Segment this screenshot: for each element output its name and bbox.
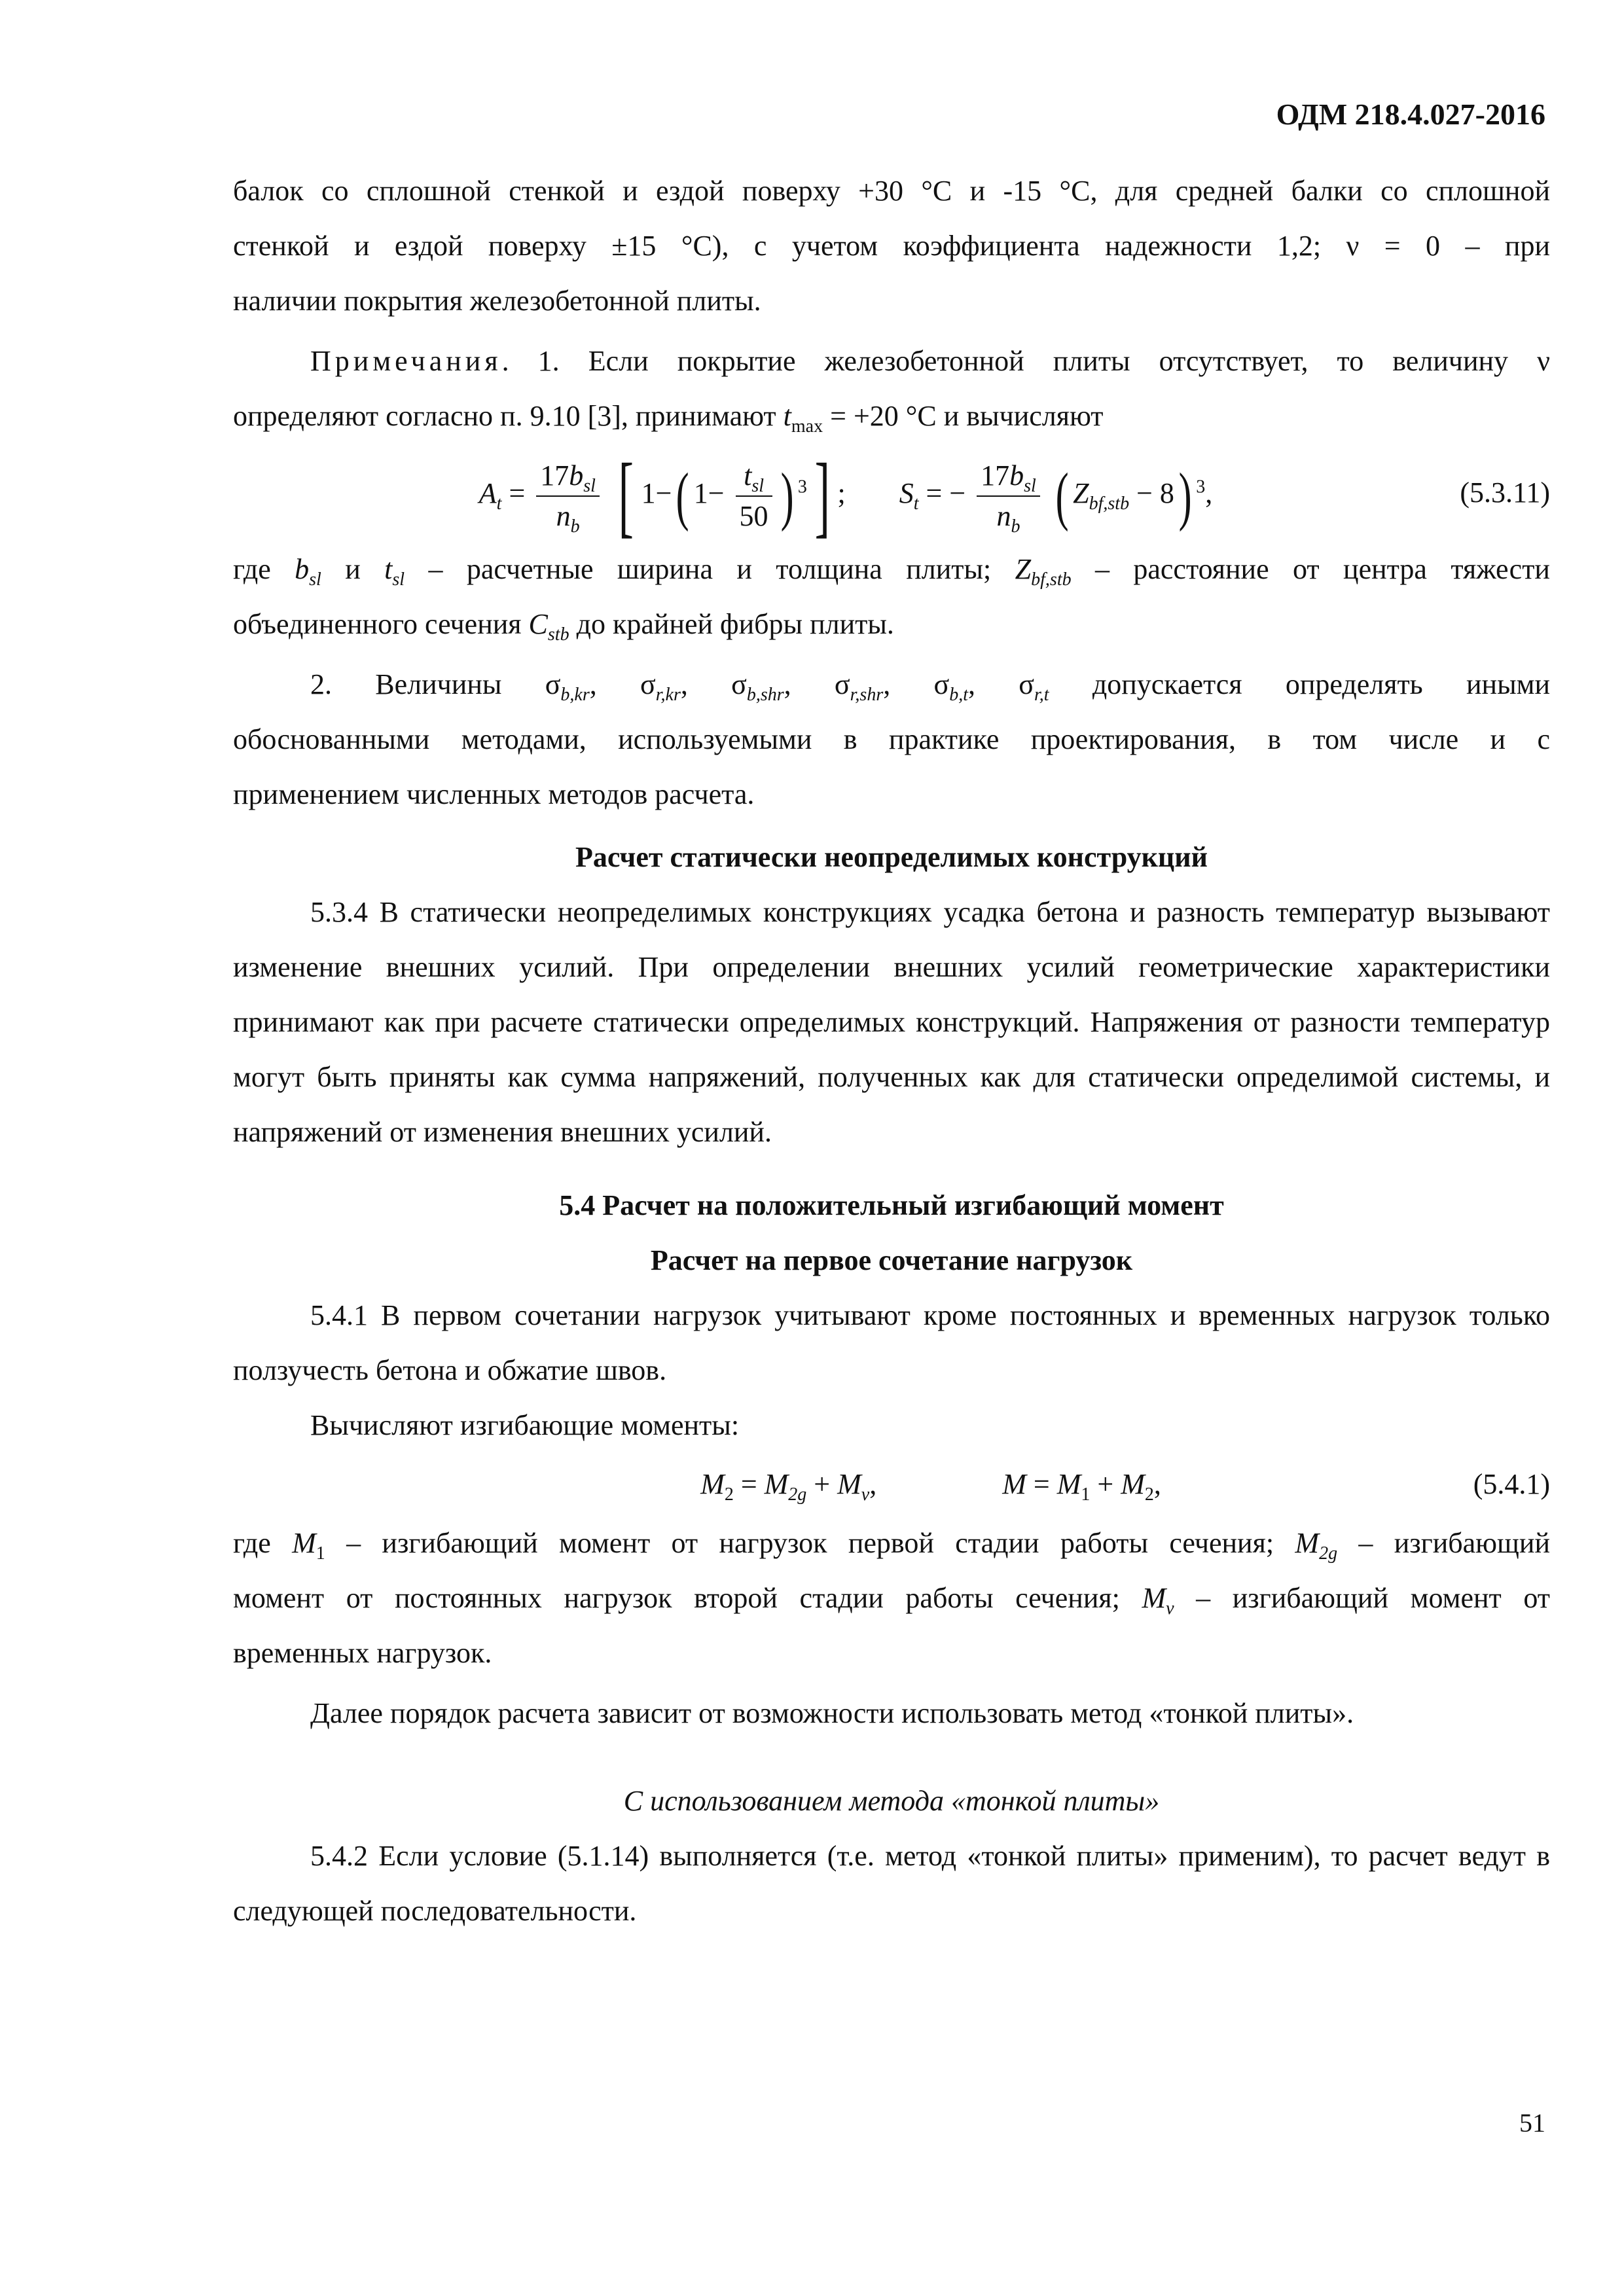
subsection-heading-first-combination: Расчет на первое сочетание нагрузок [650, 1244, 1133, 1276]
equation-number: (5.3.11) [1460, 476, 1550, 509]
paragraph-moments: Вычисляют изгибающие моменты: [310, 1409, 740, 1441]
paragraph-continuation-line3: наличии покрытия железобетонной плиты. [233, 285, 761, 317]
page-number: 51 [1519, 2108, 1545, 2138]
section-heading-thin-plate: С использованием метода «тонкой плиты» [623, 1785, 1160, 1817]
section-heading-indeterminate: Расчет статически неопределимых конструкций [575, 841, 1208, 873]
paragraph-where-m1-line3: временных нагрузок. [233, 1637, 492, 1669]
paragraph-where-m1: где $M_1$ – изгибающий момент от нагрузок первой стадии работы сечения; $M_{2g}$ – изгибающий [233, 1527, 1550, 1564]
note-2-line2: обоснованными методами, используемыми в практике проектирования, в том числе и с [233, 723, 1550, 755]
section-heading-5-4: 5.4 Расчет на положительный изгибающий момент [559, 1189, 1224, 1221]
paragraph-5-3-4: 5.3.4 В статически неопределимых конструкциях усадка бетона и разность температур вызывают изменение внешних усилий. При определении внешних усилий геометрические характеристики принимают как при расчете статически определимых конструкций. Напряжения от разности температур могут быть приняты как сумма напряжений, полученных как для статически определимой системы, и напряжений от изменения внешних усилий. [233, 896, 1550, 1148]
equation-number: (5.4.1) [1473, 1468, 1550, 1500]
note-label: Примечания [310, 345, 502, 377]
note-1: Примечания. 1. Если покрытие железобетонной плиты отсутствует, то величину ν [310, 345, 1550, 377]
note-2: 2. Величины $\sigma_{b,kr}$, $\sigma_{r,kr}$, $\sigma_{b,shr}$, $\sigma_{r,shr}$, $\sigma_{b,t}$, $\sigma_{r,t}$ допускается определять иными [310, 668, 1551, 705]
paragraph-where-bsl: где $b_{sl}$ и $t_{sl}$ – расчетные ширина и толщина плиты; $Z_{bf,stb}$ – расстояние от центра тяжести [233, 553, 1550, 590]
paragraph-where-m1-line2: момент от постоянных нагрузок второй стадии работы сечения; $M_v$ – изгибающий момент от [233, 1582, 1550, 1619]
page-body [233, 164, 1550, 1939]
paragraph-next-order: Далее порядок расчета зависит от возможности использовать метод «тонкой плиты». [310, 1697, 1354, 1729]
paragraph-where-bsl-line2: объединенного сечения $C_{stb}$ до крайней фибры плиты. [233, 608, 894, 645]
note-2-line3: применением численных методов расчета. [233, 778, 755, 810]
paragraph-continuation: балок со сплошной стенкой и ездой поверху +30 °С и -15 °С, для средней балки со сплошной [233, 175, 1550, 207]
formula-5-3-11: $A_t$ = $\frac{17b_{sl}}{n_b}$ [ 1−( 1− $\frac{t_{sl}}{50}$ ) $^3$] ; $S_t$ = − $\frac{17b_{sl}}{n_b}$ ( $Z_{bf,stb} - 8$) $^3$, (5.3.11) [478, 445, 1550, 547]
paragraph-5-4-2: 5.4.2 Если условие (5.1.14) выполняется (т.е. метод «тонкой плиты» применим), то расчет ведут в следующей последовательности. [233, 1840, 1550, 1927]
formula-5-4-1: $M_2 = M_{2g} + M_v$, $M = M_1 + M_2$, (5.4.1) [233, 1453, 1550, 1516]
paragraph-continuation-line2: стенкой и ездой поверху ±15 °С), с учетом коэффициента надежности 1,2; ν = 0 – при [233, 230, 1550, 262]
paragraph-5-4-1: 5.4.1 В первом сочетании нагрузок учитывают кроме постоянных и временных нагрузок только ползучесть бетона и обжатие швов. [233, 1299, 1550, 1386]
document-code-header: ОДМ 218.4.027-2016 [1276, 98, 1545, 131]
note-1-line2: определяют согласно п. 9.10 [3], принимают $t_{max} = +20$ °С и вычисляют [233, 400, 1104, 437]
